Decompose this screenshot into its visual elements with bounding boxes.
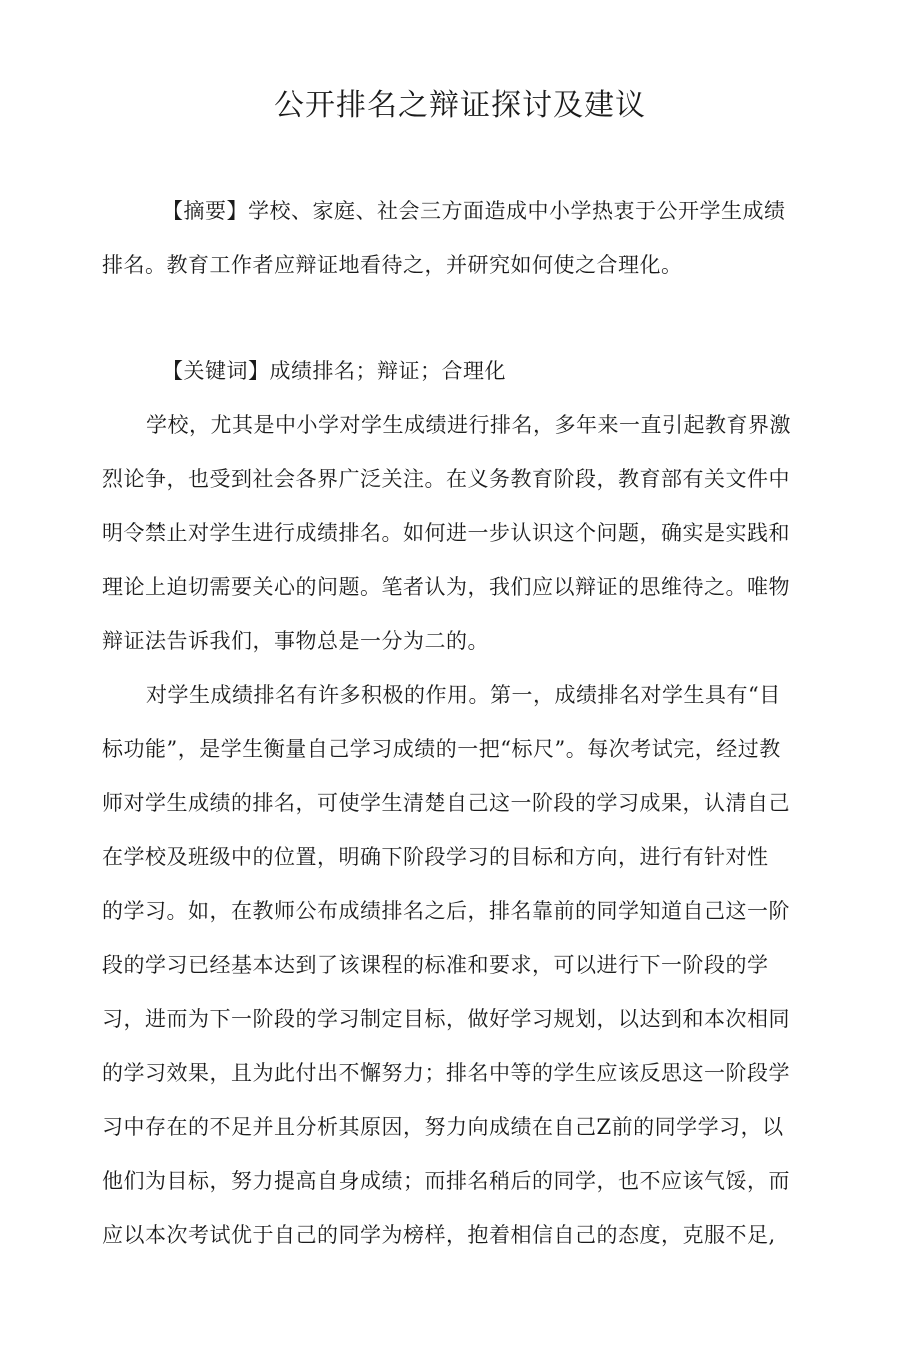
keywords-line: 【关键词】成绩排名；辩证；合理化: [162, 359, 506, 383]
paragraph-line: 师对学生成绩的排名，可使学生清楚自己这一阶段的学习成果，认清自己: [102, 791, 790, 815]
paragraph-line: 的学习效果，且为此付出不懈努力；排名中等的学生应该反思这一阶段学: [102, 1061, 790, 1085]
paragraph-line: 标功能”，是学生衡量自己学习成绩的一把“标尺”。每次考试完，经过教: [102, 737, 781, 761]
document-title: 公开排名之辩证探讨及建议: [274, 88, 646, 123]
paragraph-line: 的学习。如，在教师公布成绩排名之后，排名靠前的同学知道自己这一阶: [102, 899, 790, 923]
abstract-line: 【摘要】学校、家庭、社会三方面造成中小学热衷于公开学生成绩: [162, 199, 786, 223]
paragraph-line: 习中存在的不足并且分析其原因，努力向成绩在自己Z前的同学学习，以: [102, 1115, 784, 1139]
paragraph-line: 明令禁止对学生进行成绩排名。如何进一步认识这个问题，确实是实践和: [102, 521, 790, 545]
paragraph-line: 烈论争，也受到社会各界广泛关注。在义务教育阶段，教育部有关文件中: [102, 467, 790, 491]
paragraph-line: 在学校及班级中的位置，明确下阶段学习的目标和方向，进行有针对性: [102, 845, 769, 869]
paragraph-line: 对学生成绩排名有许多积极的作用。第一，成绩排名对学生具有“目: [146, 683, 781, 707]
abstract-line: 排名。教育工作者应辩证地看待之，并研究如何使之合理化。: [102, 253, 683, 277]
paragraph-line: 学校，尤其是中小学对学生成绩进行排名，多年来一直引起教育界激: [146, 413, 791, 437]
paragraph-line: 他们为目标，努力提高自身成绩；而排名稍后的同学，也不应该气馁，而: [102, 1169, 790, 1193]
paragraph-line: 段的学习已经基本达到了该课程的标准和要求，可以进行下一阶段的学: [102, 953, 769, 977]
paragraph-line: 理论上迫切需要关心的问题。笔者认为，我们应以辩证的思维待之。唯物: [102, 575, 790, 599]
paragraph-line: 应以本次考试优于自己的同学为榜样，抱着相信自己的态度，克服不足,: [102, 1223, 776, 1247]
paragraph-line: 习，进而为下一阶段的学习制定目标，做好学习规划，以达到和本次相同: [102, 1007, 790, 1031]
paragraph-line: 辩证法告诉我们，事物总是一分为二的。: [102, 629, 489, 653]
